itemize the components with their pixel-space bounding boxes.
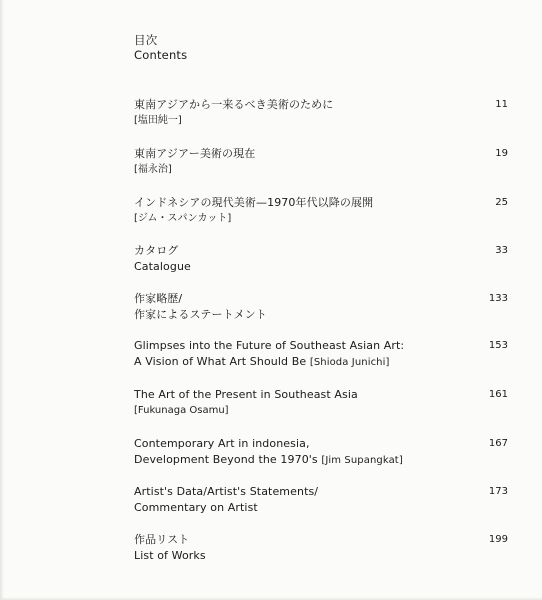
entry-author: [Fukunaga Osamu] (134, 404, 229, 416)
toc-entry (134, 195, 508, 226)
entry-page-number: 173 (488, 486, 508, 497)
toc-entry (134, 387, 508, 418)
entry-subtitle-line (134, 354, 508, 370)
entry-subtitle: Development Beyond the 1970's (134, 452, 318, 466)
entry-subtitle: List of Works (134, 548, 206, 562)
toc-entry (134, 484, 508, 515)
toc-entry (134, 291, 508, 322)
entry-page-number: 11 (495, 99, 508, 110)
entry-title: 作品リスト (134, 533, 190, 546)
page-edge-shadow (0, 0, 4, 600)
entry-subtitle-line (134, 452, 508, 468)
entry-author: [Jim Supangkat] (321, 454, 403, 466)
entry-title: インドネシアの現代美術—1970年代以降の展開 (134, 196, 374, 209)
entry-author: [塩田純一] (134, 114, 182, 126)
entry-page-number: 133 (488, 293, 508, 304)
entry-page-number: 153 (488, 340, 508, 351)
contents-heading (134, 33, 187, 63)
toc-entry (134, 146, 508, 177)
entry-author: [ジム・スパンカット] (134, 212, 232, 224)
entry-subtitle: A Vision of What Art Should Be (134, 354, 307, 368)
entry-page-number: 199 (488, 534, 508, 545)
toc-entry (134, 436, 508, 468)
entry-title: Glimpses into the Future of Southeast Asian Art: (134, 339, 405, 352)
entry-title: The Art of the Present in Southeast Asia (134, 388, 358, 401)
entry-subtitle: Commentary on Artist (134, 500, 258, 514)
entry-subtitle: Catalogue (134, 259, 191, 273)
entry-title: Artist's Data/Artist's Statements/ (134, 485, 319, 498)
toc-entry (134, 97, 508, 128)
entry-title: カタログ (134, 244, 179, 257)
entry-page-number: 33 (495, 245, 508, 256)
heading-japanese: 目次 (134, 33, 158, 47)
entry-title: Contemporary Art in indonesia, (134, 437, 310, 450)
entry-author: [福永治] (134, 163, 172, 175)
toc-entry (134, 243, 508, 274)
entry-title: 東南アジアー美術の現在 (134, 147, 256, 160)
entry-subtitle: 作家によるステートメント (134, 307, 267, 321)
entry-author: [Shioda Junichi] (309, 356, 390, 368)
toc-entry (134, 532, 508, 563)
entry-page-number: 19 (495, 148, 508, 159)
entry-title: 東南アジアから一来るべき美術のために (134, 98, 334, 111)
entry-title: 作家略歴/ (134, 292, 183, 305)
heading-english: Contents (134, 48, 188, 62)
entry-page-number: 167 (488, 438, 508, 449)
toc-entry (134, 338, 508, 370)
entry-page-number: 161 (488, 389, 508, 400)
entry-page-number: 25 (495, 197, 508, 208)
